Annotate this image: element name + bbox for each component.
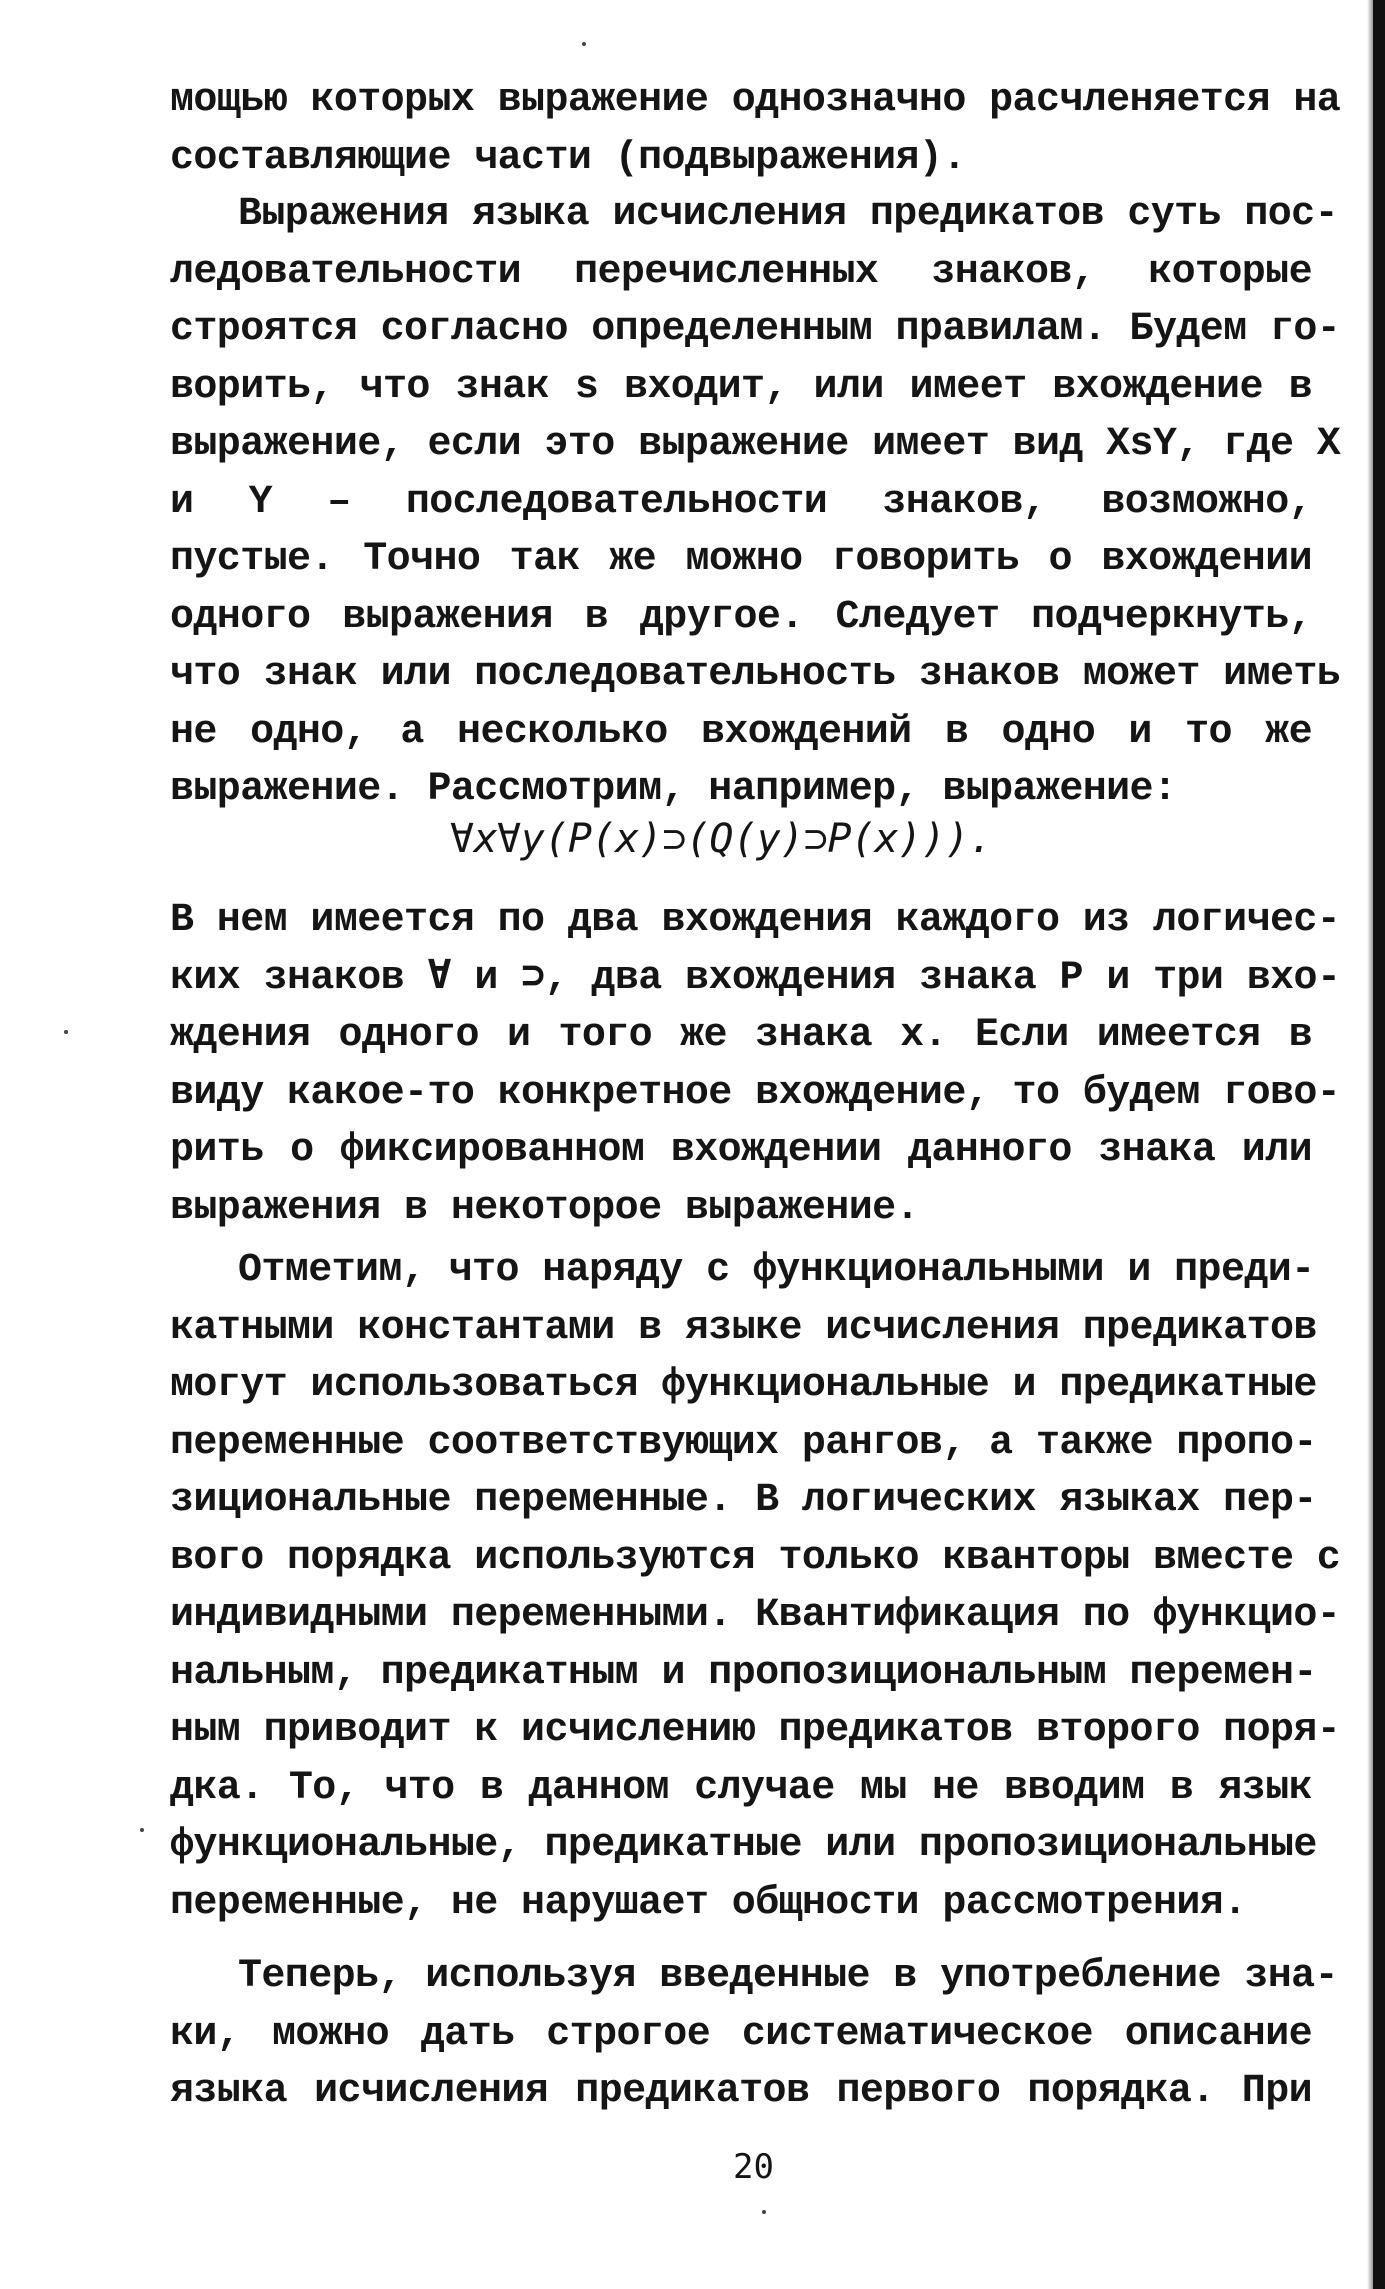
scan-speck — [64, 1030, 68, 1034]
scan-speck — [140, 1828, 144, 1832]
scan-speck — [762, 2210, 766, 2214]
text-line: Выражения языка исчисления предикатов суть пос- — [238, 192, 1338, 237]
scan-speck — [582, 42, 586, 46]
text-line: составляющие части (подвыражения). — [170, 135, 966, 181]
text-line: строятся согласно определенным правилам. Будем го- — [170, 307, 1341, 352]
text-line: не одно, а несколько вхождений в одно и то же — [170, 709, 1312, 755]
paragraph-occurrences — [170, 892, 1341, 1237]
text-line: что знак или последовательность знаков может иметь — [170, 652, 1341, 697]
text-line: выражения в некоторое выражение. — [170, 1185, 919, 1231]
text-line: могут использоваться функциональные и предикатные — [170, 1363, 1317, 1408]
text-line: Отметим, что наряду с функциональными и преди- — [238, 1248, 1315, 1293]
text-line: переменные, не нарушает общности рассмотрения. — [170, 1880, 1247, 1926]
text-line: индивидными переменными. Квантификация по функцио- — [170, 1593, 1341, 1638]
text-line: ки, можно дать строгое систематическое описание — [170, 2011, 1312, 2057]
text-line: виду какое-то конкретное вхождение, то будем гово- — [170, 1070, 1341, 1116]
page-edge-bar — [1373, 0, 1385, 2289]
text-line: пустые. Точно так же можно говорить о вхождении — [170, 537, 1312, 582]
text-line: ворить, что знак s входит, или имеет вхождение в — [170, 364, 1312, 410]
text-line: выражение. Рассмотрим, например, выражение: — [170, 767, 1177, 812]
text-line: и Y – последовательности знаков, возможно, — [170, 479, 1312, 525]
text-line: функциональные, предикатные или пропозициональные — [170, 1823, 1317, 1868]
text-line: В нем имеется по два вхождения каждого из логичес- — [170, 898, 1341, 943]
text-line: нальным, предикатным и пропозициональным перемен- — [170, 1650, 1317, 1696]
paragraph-variables — [170, 1242, 1341, 1932]
paragraph-description — [170, 1948, 1338, 2121]
text-line: ких знаков ∀ и ⊃, два вхождения знака P и три вхо- — [170, 955, 1341, 1001]
page-number: 20 — [733, 2147, 774, 2187]
paragraph-expressions — [170, 186, 1341, 819]
text-line: ным приводит к исчислению предикатов второго поря- — [170, 1708, 1341, 1753]
text-line: выражение, если это выражение имеет вид XsY, где X — [170, 422, 1341, 467]
text-line: ждения одного и того же знака x. Если имеется в — [170, 1013, 1312, 1058]
text-line: дка. То, что в данном случае мы не вводим в язык — [170, 1765, 1312, 1811]
text-line: вого порядка используются только кванторы вместе с — [170, 1535, 1341, 1581]
text-line: Теперь, используя введенные в употребление зна- — [238, 1954, 1338, 1999]
text-line: одного выражения в другое. Следует подчеркнуть, — [170, 594, 1312, 640]
text-line: катными константами в языке исчисления предикатов — [170, 1305, 1317, 1351]
text-line: рить о фиксированном вхождении данного знака или — [170, 1128, 1312, 1173]
text-line: мощью которых выражение однозначно расчленяется на — [170, 78, 1341, 123]
formula: ∀x∀y(P(x)⊃(Q(y)⊃P(x))). — [450, 816, 993, 862]
text-line: языка исчисления предикатов первого порядка. При — [170, 2069, 1312, 2114]
paragraph-continuation — [170, 72, 1341, 187]
text-line: ледовательности перечисленных знаков, которые — [170, 249, 1312, 295]
text-line: зициональные переменные. В логических языках пер- — [170, 1478, 1317, 1523]
text-line: переменные соответствующих рангов, а также пропо- — [170, 1420, 1317, 1466]
